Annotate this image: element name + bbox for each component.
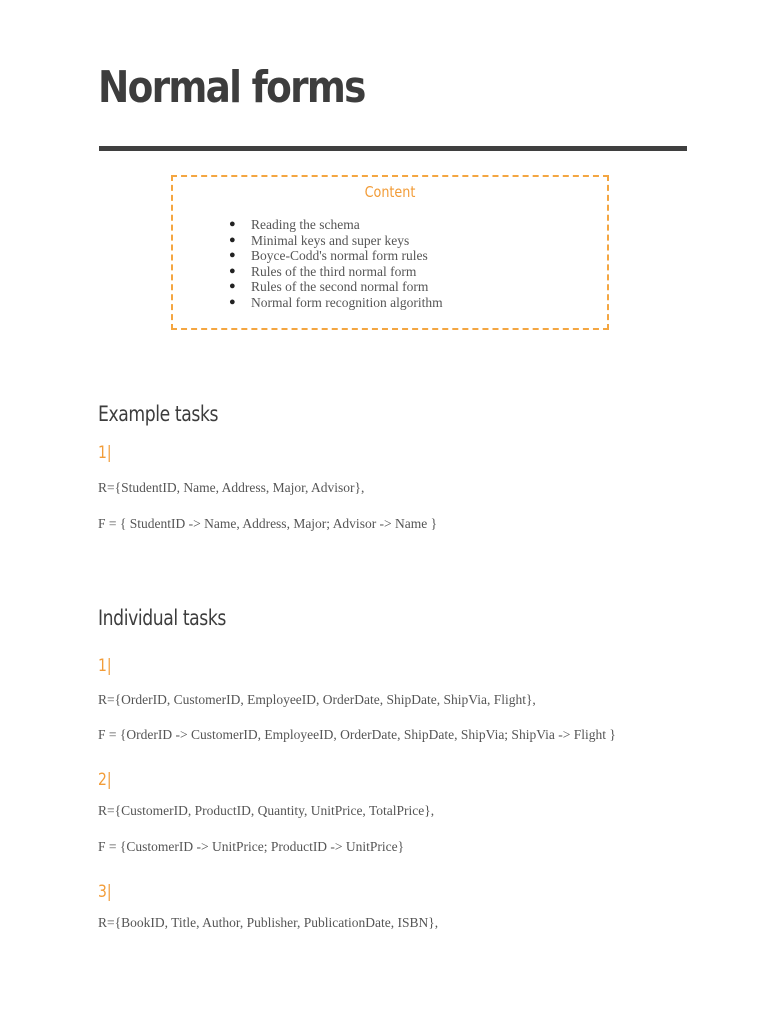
toc-item — [229, 217, 443, 233]
individual-task-dependencies: F = {OrderID -> CustomerID, EmployeeID, OrderDate, ShipDate, ShipVia; ShipVia -> Flight } — [98, 727, 616, 742]
toc-item-label: Reading the schema — [251, 217, 360, 232]
bullet-icon: ● — [229, 218, 236, 230]
toc-list — [229, 217, 443, 310]
title-divider — [99, 146, 687, 151]
content-heading: Content — [364, 183, 416, 201]
toc-item-label: Boyce-Codd's normal form rules — [251, 248, 428, 263]
individual-tasks-heading: Individual tasks — [98, 606, 226, 630]
individual-task-number: 1| — [98, 656, 112, 676]
bullet-icon: ● — [229, 233, 236, 246]
individual-task-dependencies: F = {CustomerID -> UnitPrice; ProductID -> UnitPrice} — [98, 839, 405, 854]
example-task-number: 1| — [98, 443, 112, 463]
individual-task-relation: R={CustomerID, ProductID, Quantity, UnitPrice, TotalPrice}, — [98, 803, 435, 818]
example-task-dependencies: F = { StudentID -> Name, Address, Major; Advisor -> Name } — [98, 516, 438, 531]
individual-task-relation: R={BookID, Title, Author, Publisher, PublicationDate, ISBN}, — [98, 915, 439, 930]
individual-task-relation: R={OrderID, CustomerID, EmployeeID, OrderDate, ShipDate, ShipVia, Flight}, — [98, 692, 536, 707]
bullet-icon: ● — [229, 280, 236, 292]
toc-item — [229, 233, 443, 249]
toc-item-label: Minimal keys and super keys — [251, 232, 410, 248]
toc-item-label: Normal form recognition algorithm — [251, 294, 443, 310]
bullet-icon: ● — [229, 264, 236, 277]
page-title: Normal forms — [98, 62, 365, 113]
toc-item — [229, 295, 443, 311]
example-task-relation: R={StudentID, Name, Address, Major, Advisor}, — [98, 480, 365, 495]
example-tasks-heading: Example tasks — [98, 402, 219, 426]
toc-item — [229, 279, 443, 295]
toc-item — [229, 248, 443, 264]
bullet-icon: ● — [229, 295, 236, 308]
bullet-icon: ● — [229, 249, 236, 261]
content-box — [171, 175, 609, 330]
toc-item — [229, 264, 443, 280]
toc-item-label: Rules of the second normal form — [251, 279, 429, 294]
individual-task-number: 3| — [98, 882, 112, 902]
toc-item-label: Rules of the third normal form — [251, 263, 417, 279]
individual-task-number: 2| — [98, 770, 112, 790]
